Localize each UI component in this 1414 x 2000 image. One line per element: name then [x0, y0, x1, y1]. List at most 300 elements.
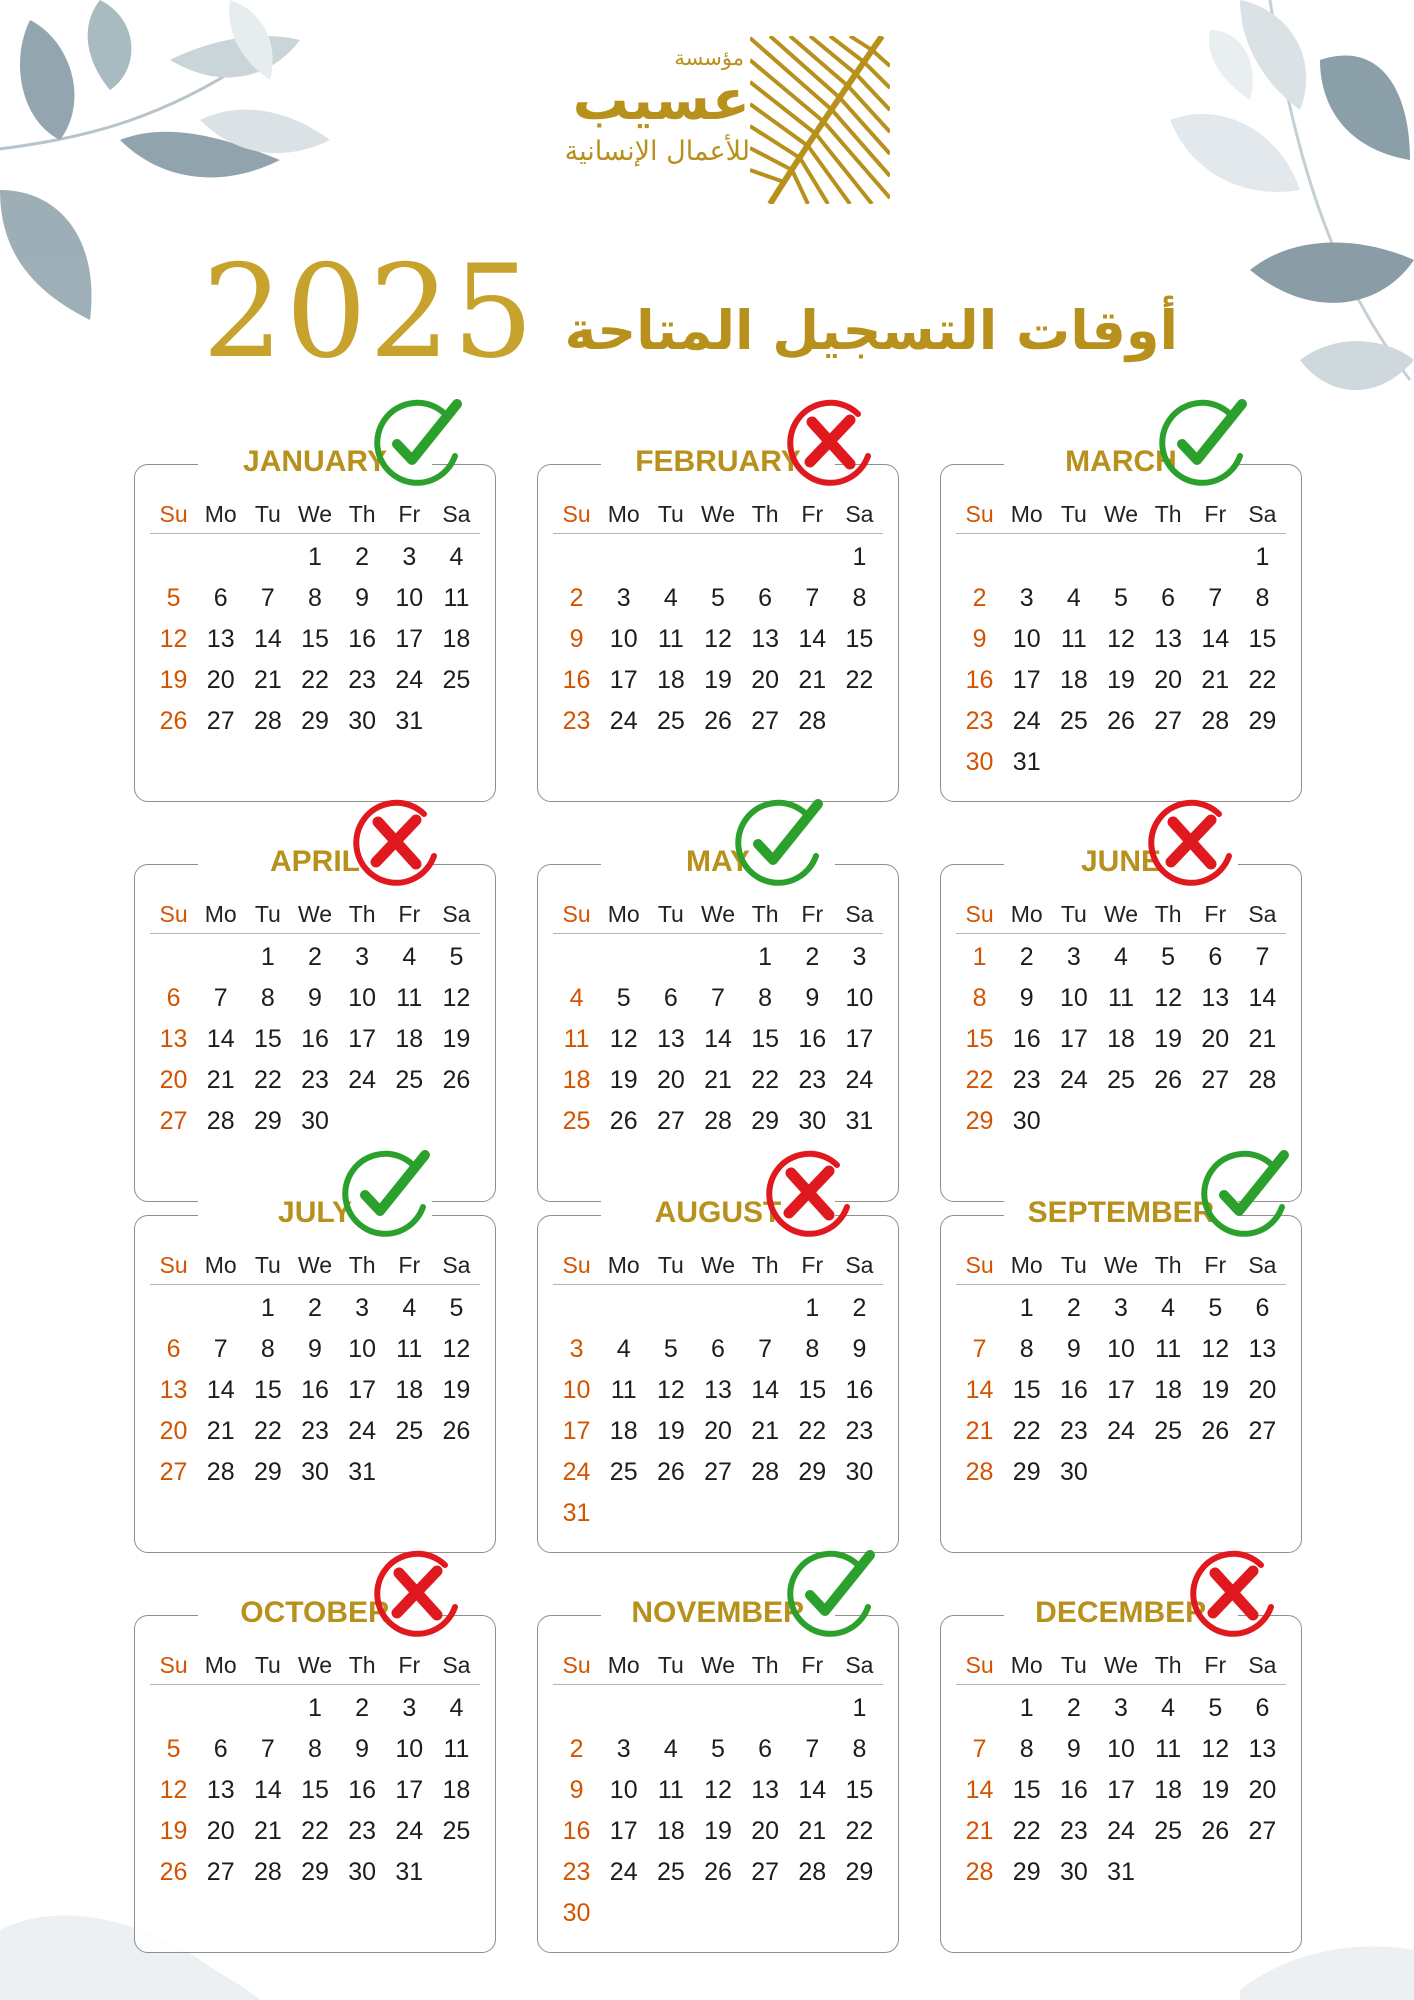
day-cell: 12 [442, 984, 471, 1012]
day-cell: 24 [845, 1066, 874, 1094]
day-cells [553, 1688, 883, 1934]
weekday-label: Fr [801, 1252, 824, 1278]
day-cell: 26 [704, 707, 732, 735]
month-days-grid [956, 494, 1286, 783]
weekday-label: We [297, 901, 333, 927]
day-cell: 12 [1107, 625, 1135, 653]
day-cell: 8 [758, 984, 773, 1012]
day-cell: 25 [395, 1417, 424, 1445]
green-check-icon [335, 1143, 435, 1243]
day-cell: 18 [609, 1417, 638, 1445]
empty-day-cell [742, 1288, 789, 1329]
day-cell: 24 [348, 1066, 377, 1094]
day-cell: 6 [1208, 943, 1223, 971]
day-cell: 26 [1154, 1066, 1183, 1094]
day-cell: 30 [1059, 1458, 1088, 1486]
day-cell: 2 [355, 543, 370, 571]
day-cell: 9 [355, 584, 370, 612]
day-cell: 2 [1019, 943, 1034, 971]
day-cell: 24 [1107, 1817, 1135, 1845]
month-days-grid [150, 1245, 480, 1493]
day-cell: 4 [663, 1735, 678, 1763]
day-cell: 1 [260, 943, 275, 971]
day-cell: 30 [1059, 1858, 1088, 1886]
day-cell: 25 [1154, 1817, 1183, 1845]
day-cell: 18 [395, 1376, 424, 1404]
day-cell: 27 [704, 1458, 732, 1486]
day-cell: 10 [1012, 625, 1041, 653]
day-cell: 11 [1155, 1335, 1182, 1363]
day-cell: 16 [845, 1376, 874, 1404]
day-cell: 3 [1114, 1694, 1128, 1722]
day-cell: 1 [1019, 1694, 1034, 1722]
day-cell: 14 [751, 1376, 780, 1404]
day-cell: 1 [852, 543, 867, 571]
logo-line-3: للأعمال الإنسانية [564, 136, 750, 167]
day-cell: 17 [348, 1025, 377, 1053]
day-cell: 1 [308, 1694, 322, 1722]
day-cell: 23 [301, 1417, 329, 1445]
weekday-label: Fr [398, 501, 421, 527]
day-cell: 6 [166, 984, 181, 1012]
month-title: OCTOBER [198, 1593, 432, 1633]
day-cell: 4 [1114, 943, 1128, 971]
day-cell: 18 [395, 1025, 424, 1053]
day-cell: 13 [206, 625, 235, 653]
month-days-grid [553, 1245, 883, 1534]
day-cell: 28 [704, 1107, 732, 1135]
day-cell: 27 [751, 1858, 780, 1886]
day-cell: 28 [206, 1107, 235, 1135]
day-cell: 1 [852, 1694, 867, 1722]
day-cell: 11 [610, 1376, 637, 1404]
day-cell: 6 [1255, 1294, 1270, 1322]
day-cell: 19 [1107, 666, 1135, 694]
day-cell: 11 [443, 584, 470, 612]
day-cell: 14 [704, 1025, 732, 1053]
day-cell: 5 [166, 584, 181, 612]
day-cell: 15 [845, 625, 874, 653]
red-cross-icon [346, 792, 446, 892]
day-cell: 15 [1012, 1376, 1041, 1404]
day-cell: 11 [1060, 625, 1087, 653]
day-cell: 8 [260, 984, 275, 1012]
day-cell: 6 [758, 584, 773, 612]
day-cell: 13 [1201, 984, 1230, 1012]
day-cell: 8 [308, 584, 322, 612]
day-cell: 20 [206, 666, 235, 694]
day-cell: 16 [348, 1776, 377, 1804]
day-cell: 15 [301, 625, 329, 653]
day-cell: 23 [1012, 1066, 1041, 1094]
day-cell: 3 [569, 1335, 584, 1363]
day-cell: 15 [253, 1376, 282, 1404]
day-cell: 8 [852, 584, 867, 612]
day-cell: 3 [1114, 1294, 1128, 1322]
empty-day-cell [600, 1688, 647, 1729]
day-cell: 14 [206, 1376, 235, 1404]
weekday-label: Sa [845, 501, 874, 527]
day-cell: 4 [1066, 584, 1081, 612]
day-cell: 18 [1154, 1776, 1183, 1804]
day-cell: 3 [402, 543, 417, 571]
empty-day-cell [647, 1288, 694, 1329]
day-cell: 25 [656, 707, 685, 735]
day-cell: 20 [704, 1417, 732, 1445]
weekday-label: Su [562, 501, 591, 527]
day-cell: 25 [442, 1817, 471, 1845]
day-cell: 13 [1248, 1735, 1277, 1763]
day-cell: 4 [449, 543, 464, 571]
day-cell: 20 [206, 1817, 235, 1845]
day-cell: 7 [1255, 943, 1270, 971]
day-cell: 26 [656, 1458, 685, 1486]
day-cell: 27 [751, 707, 780, 735]
day-cell: 8 [972, 984, 987, 1012]
day-cell: 23 [301, 1066, 329, 1094]
day-cell: 7 [260, 1735, 275, 1763]
day-cell: 23 [1059, 1417, 1088, 1445]
weekday-label: Su [159, 1252, 188, 1278]
weekday-label: Tu [254, 1252, 281, 1278]
day-cell: 10 [609, 625, 638, 653]
day-cell: 19 [609, 1066, 638, 1094]
day-cell: 8 [1019, 1335, 1034, 1363]
day-cell: 11 [396, 1335, 423, 1363]
day-cell: 9 [972, 625, 987, 653]
day-cell: 17 [609, 1817, 638, 1845]
day-cell: 19 [704, 1817, 732, 1845]
green-check-icon [780, 1543, 880, 1643]
day-cell: 11 [396, 984, 423, 1012]
day-cell: 12 [609, 1025, 638, 1053]
empty-day-cell [694, 537, 741, 578]
weekday-label: Tu [1060, 1252, 1087, 1278]
day-cells [150, 1288, 480, 1493]
day-cell: 4 [402, 1294, 417, 1322]
empty-day-cell [244, 537, 291, 578]
month-days-grid [150, 1645, 480, 1893]
day-cell: 27 [1154, 707, 1183, 735]
day-cell: 12 [1201, 1335, 1230, 1363]
day-cells [150, 1688, 480, 1893]
empty-day-cell [647, 1688, 694, 1729]
day-cell: 10 [609, 1776, 638, 1804]
day-cell: 27 [206, 707, 235, 735]
day-cell: 10 [348, 984, 377, 1012]
weekday-label: Mo [204, 901, 237, 927]
weekday-label: Su [965, 901, 994, 927]
day-cell: 4 [402, 943, 417, 971]
month-december [940, 1596, 1302, 1953]
day-cell: 29 [253, 1107, 282, 1135]
day-cell: 22 [1248, 666, 1277, 694]
day-cell: 30 [348, 1858, 377, 1886]
month-title: JUNE [1004, 842, 1238, 882]
red-cross-icon [759, 1143, 859, 1243]
day-cell: 30 [798, 1107, 827, 1135]
day-cell: 14 [206, 1025, 235, 1053]
day-cell: 3 [616, 1735, 631, 1763]
weekday-label: Fr [1204, 501, 1227, 527]
day-cell: 12 [159, 625, 188, 653]
day-cell: 8 [1019, 1735, 1034, 1763]
day-cell: 26 [1107, 707, 1135, 735]
day-cell: 1 [758, 943, 773, 971]
day-cell: 10 [1107, 1335, 1135, 1363]
day-cell: 22 [845, 666, 874, 694]
day-cell: 27 [1201, 1066, 1230, 1094]
day-cell: 16 [1012, 1025, 1041, 1053]
weekday-label: We [1103, 901, 1139, 927]
day-cell: 31 [1107, 1858, 1135, 1886]
day-cell: 13 [656, 1025, 685, 1053]
day-cell: 20 [1154, 666, 1183, 694]
day-cell: 1 [1019, 1294, 1034, 1322]
empty-day-cell [956, 1288, 1003, 1329]
day-cell: 5 [711, 1735, 725, 1763]
weekday-label: Sa [442, 901, 471, 927]
day-cell: 10 [1107, 1735, 1135, 1763]
month-title: SEPTEMBER [1004, 1193, 1238, 1233]
month-january [134, 445, 496, 802]
day-cell: 23 [1059, 1817, 1088, 1845]
day-cell: 20 [1248, 1776, 1277, 1804]
day-cell: 3 [355, 943, 370, 971]
day-cell: 8 [1255, 584, 1270, 612]
weekday-label: We [700, 1252, 736, 1278]
day-cell: 7 [972, 1335, 987, 1363]
day-cell: 28 [253, 1858, 282, 1886]
weekday-label: We [1103, 1652, 1139, 1678]
weekday-label: We [700, 501, 736, 527]
weekday-label: Th [1154, 501, 1182, 527]
day-cell: 31 [845, 1107, 874, 1135]
day-cell: 24 [395, 1817, 424, 1845]
day-cell: 21 [965, 1417, 994, 1445]
day-cell: 5 [1208, 1294, 1223, 1322]
month-title: APRIL [198, 842, 432, 882]
weekday-label: Mo [1010, 1652, 1043, 1678]
day-cell: 2 [308, 943, 322, 971]
day-cell: 5 [1161, 943, 1176, 971]
day-cell: 11 [657, 1776, 684, 1804]
day-cell: 8 [260, 1335, 275, 1363]
day-cell: 19 [442, 1376, 471, 1404]
day-cell: 7 [213, 1335, 228, 1363]
day-cell: 7 [805, 1735, 820, 1763]
day-cell: 23 [562, 1858, 591, 1886]
day-cell: 20 [1248, 1376, 1277, 1404]
day-cell: 13 [1248, 1335, 1277, 1363]
day-cell: 26 [1201, 1417, 1230, 1445]
day-cell: 13 [206, 1776, 235, 1804]
month-october [134, 1596, 496, 1953]
day-cell: 9 [1066, 1335, 1081, 1363]
day-cell: 18 [656, 1817, 685, 1845]
day-cell: 23 [798, 1066, 827, 1094]
weekday-label: Sa [1248, 1652, 1277, 1678]
day-cell: 27 [656, 1107, 685, 1135]
empty-day-cell [1097, 537, 1144, 578]
empty-day-cell [150, 1288, 197, 1329]
day-cell: 15 [253, 1025, 282, 1053]
day-cell: 30 [562, 1899, 591, 1927]
day-cell: 2 [308, 1294, 322, 1322]
month-title: MAY [601, 842, 835, 882]
day-cell: 18 [442, 1776, 471, 1804]
day-cells [956, 537, 1286, 783]
day-cell: 19 [656, 1417, 685, 1445]
day-cell: 6 [213, 584, 228, 612]
day-cell: 30 [965, 748, 994, 776]
day-cell: 29 [253, 1458, 282, 1486]
day-cell: 2 [569, 1735, 584, 1763]
empty-day-cell [647, 937, 694, 978]
day-cell: 26 [159, 707, 188, 735]
day-cell: 20 [1201, 1025, 1230, 1053]
day-cell: 20 [159, 1066, 188, 1094]
day-cell: 16 [965, 666, 994, 694]
day-cell: 23 [348, 1817, 377, 1845]
day-cell: 13 [159, 1025, 188, 1053]
day-cell: 28 [798, 707, 827, 735]
day-cell: 25 [442, 666, 471, 694]
empty-day-cell [150, 937, 197, 978]
day-cell: 21 [751, 1417, 780, 1445]
day-cell: 31 [562, 1499, 591, 1527]
weekday-label: Fr [801, 901, 824, 927]
weekday-label: Fr [398, 1652, 421, 1678]
empty-day-cell [197, 1288, 244, 1329]
day-cell: 17 [395, 1776, 424, 1804]
day-cell: 1 [308, 543, 322, 571]
day-cell: 9 [308, 984, 322, 1012]
empty-day-cell [553, 537, 600, 578]
day-cell: 5 [1114, 584, 1128, 612]
empty-day-cell [1192, 537, 1239, 578]
day-cell: 7 [1208, 584, 1223, 612]
palm-leaf-icon [750, 36, 890, 204]
day-cell: 17 [609, 666, 638, 694]
month-september [940, 1196, 1302, 1553]
empty-day-cell [742, 537, 789, 578]
day-cell: 10 [562, 1376, 591, 1404]
empty-day-cell [1145, 537, 1192, 578]
day-cell: 28 [253, 707, 282, 735]
day-cell: 11 [657, 625, 684, 653]
day-cell: 6 [711, 1335, 725, 1363]
weekday-label: Fr [801, 1652, 824, 1678]
day-cell: 13 [704, 1376, 732, 1404]
day-cell: 24 [609, 1858, 638, 1886]
day-cell: 1 [260, 1294, 275, 1322]
day-cell: 23 [845, 1417, 874, 1445]
weekday-header-row [553, 1645, 883, 1685]
day-cell: 2 [1066, 1694, 1081, 1722]
day-cell: 19 [1154, 1025, 1183, 1053]
month-days-grid [956, 894, 1286, 1142]
day-cells [150, 937, 480, 1142]
page-heading: أوقات التسجيل المتاحة [564, 299, 1178, 362]
day-cell: 29 [1012, 1858, 1041, 1886]
day-cell: 12 [159, 1776, 188, 1804]
day-cell: 17 [562, 1417, 591, 1445]
weekday-header-row [150, 1645, 480, 1685]
day-cell: 21 [798, 666, 827, 694]
day-cells [956, 937, 1286, 1142]
day-cell: 15 [1248, 625, 1277, 653]
day-cell: 25 [609, 1458, 638, 1486]
empty-day-cell [244, 1688, 291, 1729]
day-cell: 10 [845, 984, 874, 1012]
day-cell: 18 [1154, 1376, 1183, 1404]
day-cell: 30 [1012, 1107, 1041, 1135]
day-cell: 3 [1066, 943, 1081, 971]
day-cell: 19 [159, 1817, 188, 1845]
day-cell: 28 [798, 1858, 827, 1886]
weekday-header-row [553, 494, 883, 534]
day-cell: 12 [704, 625, 732, 653]
weekday-label: Sa [442, 1652, 471, 1678]
logo-text [565, 46, 750, 167]
month-title: FEBRUARY [601, 442, 835, 482]
day-cell: 11 [1155, 1735, 1182, 1763]
day-cell: 28 [1248, 1066, 1277, 1094]
day-cell: 5 [616, 984, 631, 1012]
empty-day-cell [742, 1688, 789, 1729]
day-cell: 21 [1248, 1025, 1277, 1053]
day-cell: 21 [253, 666, 282, 694]
weekday-header-row [956, 894, 1286, 934]
day-cell: 23 [562, 707, 591, 735]
day-cell: 1 [972, 943, 987, 971]
day-cell: 27 [1248, 1417, 1277, 1445]
day-cell: 2 [852, 1294, 867, 1322]
empty-day-cell [789, 537, 836, 578]
empty-day-cell [150, 537, 197, 578]
month-april [134, 845, 496, 1202]
day-cells [553, 1288, 883, 1534]
day-cells [553, 937, 883, 1142]
weekday-label: Fr [1204, 1252, 1227, 1278]
day-cell: 25 [562, 1107, 591, 1135]
day-cell: 6 [663, 984, 678, 1012]
leaves-top-right-decoration [1150, 0, 1414, 460]
day-cell: 21 [206, 1417, 235, 1445]
day-cell: 17 [1012, 666, 1041, 694]
day-cell: 25 [1154, 1417, 1183, 1445]
logo-line-1: مؤسسة [674, 46, 744, 70]
day-cell: 29 [1012, 1458, 1041, 1486]
weekday-label: Su [159, 1652, 188, 1678]
empty-day-cell [197, 1688, 244, 1729]
day-cell: 17 [1107, 1376, 1135, 1404]
weekday-label: Tu [657, 1652, 684, 1678]
day-cell: 24 [395, 666, 424, 694]
day-cell: 21 [965, 1817, 994, 1845]
weekday-label: Mo [607, 901, 640, 927]
day-cell: 22 [751, 1066, 780, 1094]
day-cell: 21 [206, 1066, 235, 1094]
day-cell: 29 [798, 1458, 827, 1486]
day-cell: 4 [663, 584, 678, 612]
day-cell: 4 [1161, 1694, 1176, 1722]
weekday-label: Su [965, 1652, 994, 1678]
weekday-label: Su [965, 501, 994, 527]
day-cells [956, 1688, 1286, 1893]
weekday-header-row [150, 1245, 480, 1285]
